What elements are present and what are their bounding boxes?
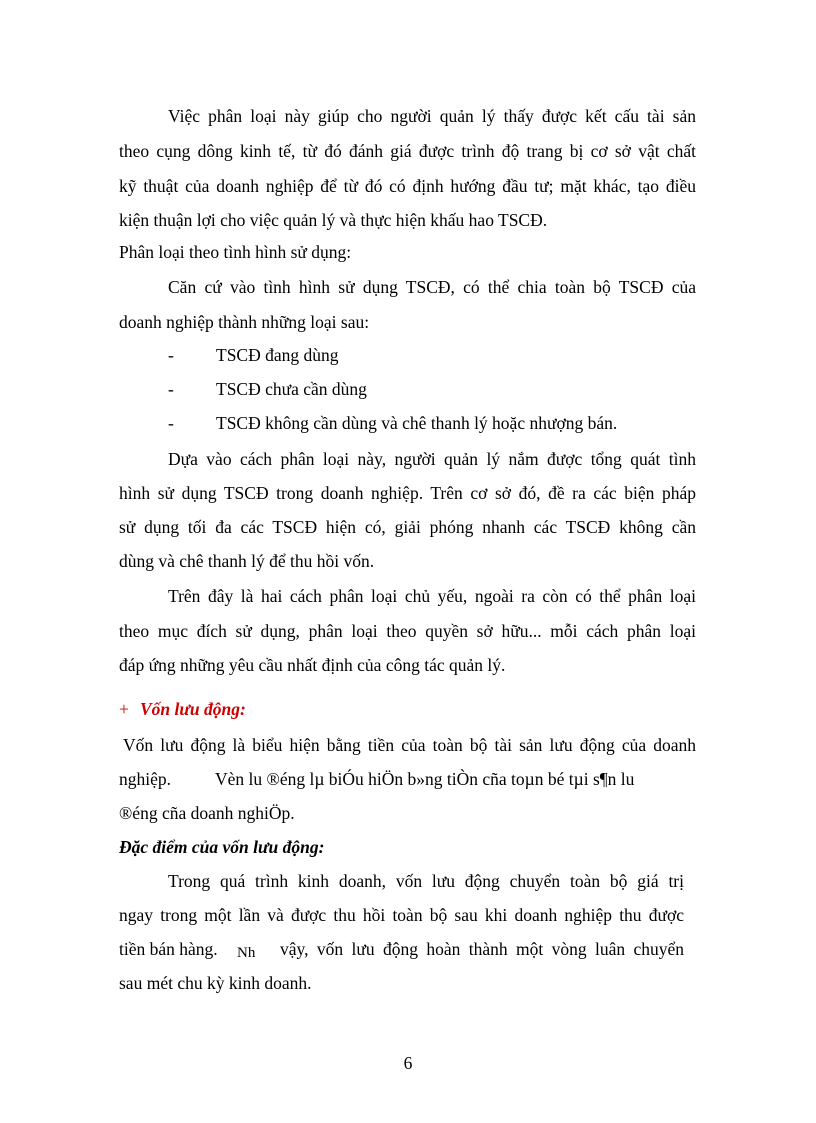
paragraph-5-line-3: ®éng cña doanh nghiÖp.	[119, 803, 295, 823]
paragraph-4-line-3: đáp ứng những yêu cầu nhất định của công tác quản lý.	[119, 655, 506, 675]
paragraph-6-line-2: ngay trong một lần và được thu hồi toàn bộ sau khi doanh nghiệp thu được	[119, 905, 684, 925]
bullet-dash: -	[168, 413, 174, 433]
paragraph-6-line-3c: vậy, vốn lưu động hoàn thành một vòng luân chuyển	[280, 939, 684, 959]
paragraph-3-line-2: hình sử dụng TSCĐ trong doanh nghiệp. Trên cơ sở đó, đề ra các biện pháp	[119, 483, 696, 503]
page-number: 6	[403, 1053, 413, 1073]
bullet-item-2: TSCĐ chưa cần dùng	[216, 379, 367, 399]
paragraph-5-line-2a: nghiệp.	[119, 769, 172, 789]
paragraph-5-line-1: Vốn lưu động là biểu hiện bằng tiền của toàn bộ tài sản lưu động của doanh	[123, 735, 696, 755]
paragraph-1-line-1: Việc phân loại này giúp cho người quản lý thấy được kết cấu tài sản	[168, 106, 696, 126]
paragraph-2-line-2: doanh nghiệp thành những loại sau:	[119, 312, 370, 332]
paragraph-6-line-3b: Nh	[237, 945, 256, 961]
section-heading-working-capital: Vốn lưu động:	[140, 699, 246, 719]
paragraph-1-line-3: kỹ thuật của doanh nghiệp để từ đó có định hướng đầu tư; mặt khác, tạo điều	[119, 176, 696, 196]
paragraph-1-line-2: theo cụng dông kinh tế, từ đó đánh giá được trình độ trang bị cơ sở vật chất	[119, 141, 696, 161]
paragraph-6-line-4: sau mét chu kỳ kinh doanh.	[119, 973, 312, 993]
paragraph-1-line-4: kiện thuận lợi cho việc quản lý và thực hiện khấu hao TSCĐ.	[119, 210, 548, 230]
subheading-working-capital-characteristics: Đặc điểm của vốn lưu động:	[119, 837, 325, 857]
bullet-item-1: TSCĐ đang dùng	[216, 345, 339, 365]
paragraph-3-line-3: sử dụng tối đa các TSCĐ hiện có, giải phóng nhanh các TSCĐ không cần	[119, 517, 696, 537]
bullet-dash: -	[168, 379, 174, 399]
paragraph-6-line-1: Trong quá trình kinh doanh, vốn lưu động chuyển toàn bộ giá trị	[168, 871, 684, 891]
paragraph-6-line-3a: tiền bán hàng.	[119, 939, 218, 959]
subheading-usage-classification: Phân loại theo tình hình sử dụng:	[119, 242, 352, 262]
section-plus-marker: +	[119, 699, 129, 719]
paragraph-3-line-4: dùng và chê thanh lý để thu hồi vốn.	[119, 551, 375, 571]
paragraph-5-line-2b: Vèn lu ®éng lµ biÓu hiÖn b»ng tiÒn cña toµn bé tµi s¶n lu	[215, 769, 635, 789]
bullet-item-3: TSCĐ không cần dùng và chê thanh lý hoặc nhượng bán.	[216, 413, 618, 433]
paragraph-4-line-2: theo mục đích sử dụng, phân loại theo quyền sở hữu... mỗi cách phân loại	[119, 621, 696, 641]
paragraph-2-line-1: Căn cứ vào tình hình sử dụng TSCĐ, có thể chia toàn bộ TSCĐ của	[168, 277, 696, 297]
paragraph-3-line-1: Dựa vào cách phân loại này, người quản lý nắm được tổng quát tình	[168, 449, 696, 469]
bullet-dash: -	[168, 345, 174, 365]
paragraph-4-line-1: Trên đây là hai cách phân loại chủ yếu, ngoài ra còn có thể phân loại	[168, 586, 696, 606]
